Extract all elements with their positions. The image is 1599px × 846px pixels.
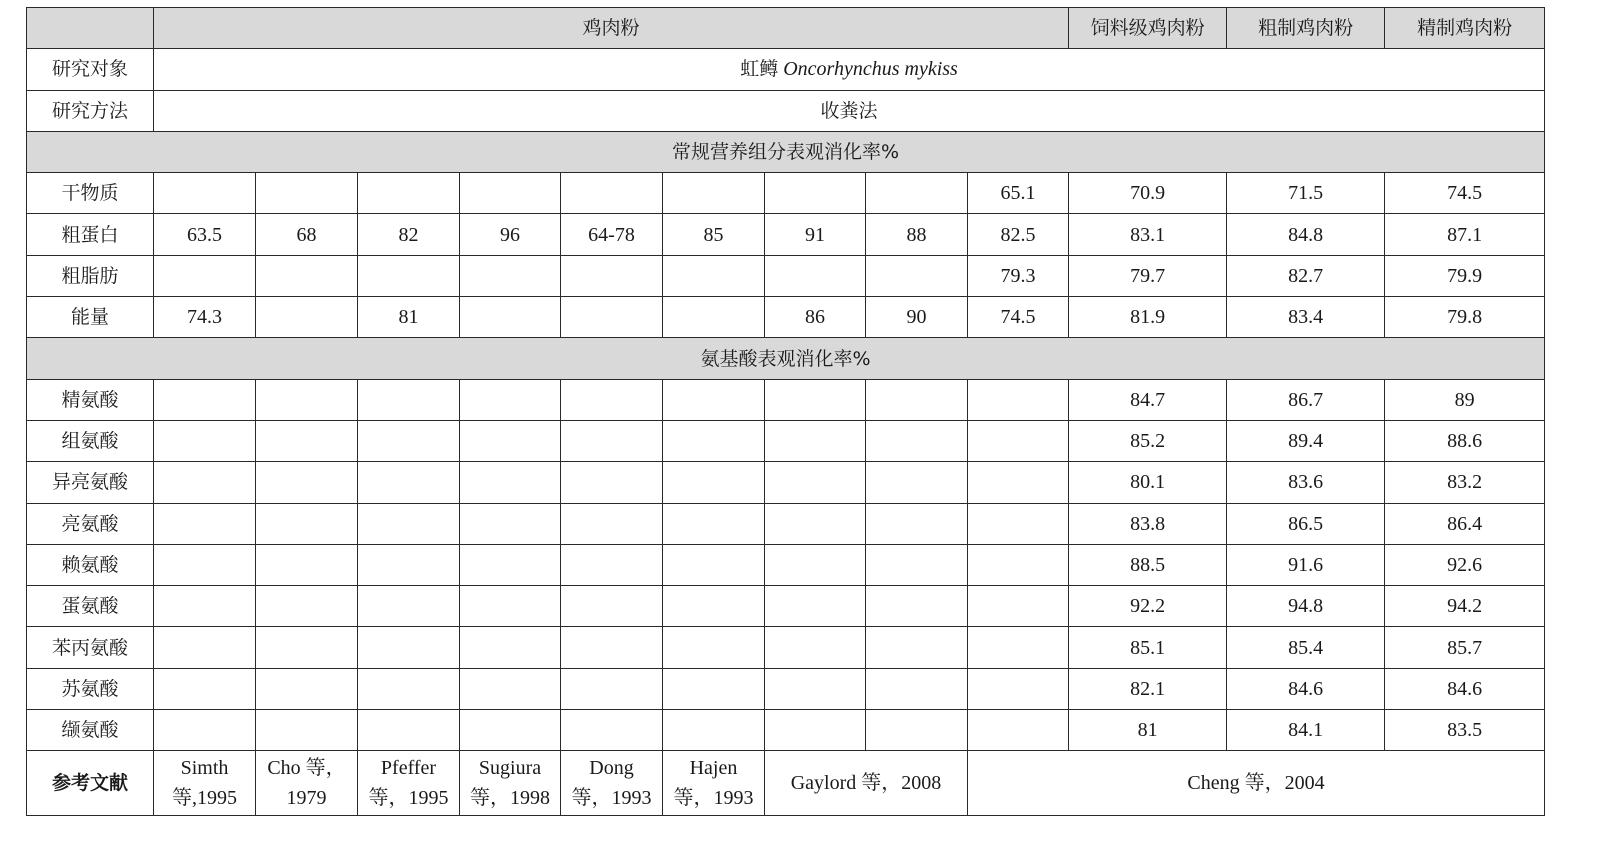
amino-body [27, 379, 1545, 751]
data-cell: 82.1 [1069, 668, 1227, 709]
row-label: 能量 [27, 297, 154, 338]
data-cell [561, 586, 663, 627]
data-cell [765, 668, 866, 709]
reference-cell [358, 751, 460, 816]
data-cell [765, 420, 866, 461]
data-cell [866, 462, 968, 503]
data-cell [358, 379, 460, 420]
references-row [27, 751, 1545, 816]
data-cell: 70.9 [1069, 173, 1227, 214]
data-cell: 90 [866, 297, 968, 338]
table-row [27, 379, 1545, 420]
data-cell [358, 462, 460, 503]
data-cell: 68 [256, 214, 358, 255]
data-cell [866, 544, 968, 585]
data-cell: 81 [358, 297, 460, 338]
row-label: 亮氨酸 [27, 503, 154, 544]
data-cell [460, 544, 561, 585]
data-cell [968, 586, 1069, 627]
data-cell [256, 462, 358, 503]
data-cell [765, 627, 866, 668]
data-cell: 85 [663, 214, 765, 255]
data-cell [663, 420, 765, 461]
data-cell [154, 462, 256, 503]
table-row [27, 503, 1545, 544]
data-cell: 84.1 [1227, 710, 1385, 751]
row-label: 组氨酸 [27, 420, 154, 461]
data-cell: 88.6 [1385, 420, 1545, 461]
data-cell: 84.6 [1227, 668, 1385, 709]
data-cell [866, 255, 968, 296]
data-cell: 82.7 [1227, 255, 1385, 296]
data-cell: 74.5 [968, 297, 1069, 338]
data-cell [968, 710, 1069, 751]
data-cell [663, 379, 765, 420]
row-label: 粗蛋白 [27, 214, 154, 255]
data-cell: 79.7 [1069, 255, 1227, 296]
references-label: 参考文献 [27, 751, 154, 816]
data-cell: 81 [1069, 710, 1227, 751]
data-cell: 65.1 [968, 173, 1069, 214]
data-cell [154, 420, 256, 461]
data-cell [968, 627, 1069, 668]
data-cell [968, 544, 1069, 585]
data-cell: 71.5 [1227, 173, 1385, 214]
reference-line1: Cho 等， [267, 757, 346, 780]
data-cell [968, 503, 1069, 544]
data-cell [765, 462, 866, 503]
data-cell: 84.6 [1385, 668, 1545, 709]
table-row [27, 627, 1545, 668]
data-cell [561, 173, 663, 214]
data-cell [460, 627, 561, 668]
data-cell: 79.8 [1385, 297, 1545, 338]
data-cell [663, 462, 765, 503]
data-cell [358, 173, 460, 214]
data-cell [866, 379, 968, 420]
data-cell [460, 586, 561, 627]
reference-cell [561, 751, 663, 816]
reference-line1: Dong [589, 757, 634, 780]
row-label: 蛋氨酸 [27, 586, 154, 627]
data-cell: 92.6 [1385, 544, 1545, 585]
data-cell: 81.9 [1069, 297, 1227, 338]
data-cell [663, 586, 765, 627]
data-cell: 80.1 [1069, 462, 1227, 503]
data-cell: 89.4 [1227, 420, 1385, 461]
data-cell: 96 [460, 214, 561, 255]
data-cell [968, 379, 1069, 420]
study-object-label: 研究对象 [27, 49, 154, 90]
reference-line2: 等,1995 [172, 787, 237, 810]
row-label: 粗脂肪 [27, 255, 154, 296]
data-cell: 85.7 [1385, 627, 1545, 668]
data-cell [154, 627, 256, 668]
data-cell [561, 503, 663, 544]
data-cell [256, 503, 358, 544]
data-cell [561, 544, 663, 585]
data-cell [460, 173, 561, 214]
data-cell [561, 420, 663, 461]
data-cell: 64-78 [561, 214, 663, 255]
table-row [27, 544, 1545, 585]
data-cell [663, 503, 765, 544]
table-row [27, 255, 1545, 296]
data-cell [256, 420, 358, 461]
data-cell [561, 297, 663, 338]
reference-line2: 等，1998 [470, 787, 550, 810]
data-cell [256, 710, 358, 751]
data-cell [358, 668, 460, 709]
data-cell [968, 420, 1069, 461]
data-cell: 82 [358, 214, 460, 255]
data-cell: 83.1 [1069, 214, 1227, 255]
row-label: 精氨酸 [27, 379, 154, 420]
reference-cheng: Cheng 等，2004 [968, 751, 1545, 816]
data-cell: 83.8 [1069, 503, 1227, 544]
data-cell: 86.5 [1227, 503, 1385, 544]
data-cell [561, 627, 663, 668]
reference-cell [460, 751, 561, 816]
data-cell: 85.4 [1227, 627, 1385, 668]
data-cell [663, 255, 765, 296]
reference-cell [256, 751, 358, 816]
data-cell [358, 503, 460, 544]
data-cell [765, 379, 866, 420]
data-cell [460, 255, 561, 296]
data-cell [765, 544, 866, 585]
reference-line1: Hajen [689, 757, 738, 780]
data-cell [765, 503, 866, 544]
reference-line2: 等，1995 [368, 787, 449, 810]
data-cell [358, 420, 460, 461]
header-refined: 精制鸡肉粉 [1385, 8, 1545, 49]
data-cell: 91 [765, 214, 866, 255]
reference-line1: Simth [180, 757, 229, 780]
data-cell [154, 503, 256, 544]
data-cell [154, 173, 256, 214]
study-method-label: 研究方法 [27, 90, 154, 131]
data-cell [561, 255, 663, 296]
data-cell [154, 379, 256, 420]
data-cell: 94.2 [1385, 586, 1545, 627]
data-cell [256, 668, 358, 709]
data-cell [256, 627, 358, 668]
row-label: 赖氨酸 [27, 544, 154, 585]
data-cell [256, 255, 358, 296]
reference-cell [154, 751, 256, 816]
data-cell [154, 586, 256, 627]
header-crude: 粗制鸡肉粉 [1227, 8, 1385, 49]
section-amino-row [27, 338, 1545, 379]
data-cell: 87.1 [1385, 214, 1545, 255]
data-cell [154, 255, 256, 296]
data-cell [561, 710, 663, 751]
reference-gaylord: Gaylord 等，2008 [765, 751, 968, 816]
section-amino-title: 氨基酸表观消化率% [27, 338, 1545, 379]
row-label: 异亮氨酸 [27, 462, 154, 503]
data-cell: 79.9 [1385, 255, 1545, 296]
section-nutrients-title: 常规营养组分表观消化率% [27, 131, 1545, 172]
data-cell [663, 297, 765, 338]
data-cell [663, 544, 765, 585]
header-group-label: 鸡肉粉 [154, 8, 1069, 49]
data-cell [663, 668, 765, 709]
data-cell: 86.7 [1227, 379, 1385, 420]
data-cell: 86.4 [1385, 503, 1545, 544]
data-cell [663, 173, 765, 214]
data-cell [358, 710, 460, 751]
data-cell [358, 544, 460, 585]
data-cell: 83.5 [1385, 710, 1545, 751]
data-cell [866, 173, 968, 214]
data-cell [154, 710, 256, 751]
study-object-value [154, 49, 1545, 90]
data-cell: 86 [765, 297, 866, 338]
table-row [27, 214, 1545, 255]
row-label: 苯丙氨酸 [27, 627, 154, 668]
data-cell: 89 [1385, 379, 1545, 420]
reference-line1: Sugiura [478, 757, 542, 780]
reference-line2: 等，1993 [571, 787, 652, 810]
data-cell [256, 379, 358, 420]
data-cell: 83.4 [1227, 297, 1385, 338]
data-cell [256, 297, 358, 338]
data-cell [561, 462, 663, 503]
table-row [27, 420, 1545, 461]
table-row [27, 668, 1545, 709]
data-cell: 85.1 [1069, 627, 1227, 668]
reference-line2: 1979 [286, 787, 327, 810]
data-cell: 85.2 [1069, 420, 1227, 461]
table-row [27, 173, 1545, 214]
data-cell: 74.5 [1385, 173, 1545, 214]
data-cell [460, 462, 561, 503]
data-cell [561, 668, 663, 709]
data-cell: 94.8 [1227, 586, 1385, 627]
data-cell [968, 462, 1069, 503]
data-cell [460, 297, 561, 338]
data-cell: 74.3 [154, 297, 256, 338]
study-method-value: 收粪法 [154, 90, 1545, 131]
data-cell [866, 668, 968, 709]
reference-line1: Pfeffer [380, 757, 437, 780]
data-cell [765, 255, 866, 296]
digestibility-table [26, 7, 1545, 816]
row-label: 苏氨酸 [27, 668, 154, 709]
data-cell [256, 544, 358, 585]
table-row [27, 710, 1545, 751]
data-cell [866, 627, 968, 668]
data-cell: 88.5 [1069, 544, 1227, 585]
data-cell [154, 544, 256, 585]
data-cell: 84.8 [1227, 214, 1385, 255]
data-cell: 82.5 [968, 214, 1069, 255]
header-corner [27, 8, 154, 49]
data-cell [866, 503, 968, 544]
data-cell: 88 [866, 214, 968, 255]
reference-cell [663, 751, 765, 816]
data-cell: 92.2 [1069, 586, 1227, 627]
data-cell: 91.6 [1227, 544, 1385, 585]
data-cell [765, 173, 866, 214]
data-cell [460, 503, 561, 544]
table-row [27, 586, 1545, 627]
data-cell [256, 173, 358, 214]
data-cell: 63.5 [154, 214, 256, 255]
study-method-row [27, 90, 1545, 131]
table-row [27, 462, 1545, 503]
data-cell: 83.6 [1227, 462, 1385, 503]
data-cell [256, 586, 358, 627]
row-label: 缬氨酸 [27, 710, 154, 751]
data-cell [358, 255, 460, 296]
data-cell [154, 668, 256, 709]
data-cell [866, 586, 968, 627]
data-cell [663, 710, 765, 751]
study-object-cn: 虹鳟 [740, 58, 779, 81]
data-cell [968, 668, 1069, 709]
nutrients-body [27, 173, 1545, 338]
data-cell: 83.2 [1385, 462, 1545, 503]
header-feed-grade: 饲料级鸡肉粉 [1069, 8, 1227, 49]
data-cell [460, 710, 561, 751]
row-label: 干物质 [27, 173, 154, 214]
table-row [27, 297, 1545, 338]
header-row [27, 8, 1545, 49]
reference-line2: 等，1993 [673, 787, 754, 810]
study-object-latin: Oncorhynchus mykiss [783, 58, 958, 81]
data-cell [663, 627, 765, 668]
data-cell [765, 586, 866, 627]
data-cell [460, 379, 561, 420]
data-cell [358, 586, 460, 627]
section-nutrients-row [27, 131, 1545, 172]
data-cell [866, 710, 968, 751]
data-cell [866, 420, 968, 461]
data-cell: 84.7 [1069, 379, 1227, 420]
study-object-row [27, 49, 1545, 90]
data-cell [460, 420, 561, 461]
data-cell [358, 627, 460, 668]
data-cell [561, 379, 663, 420]
data-cell [765, 710, 866, 751]
data-cell: 79.3 [968, 255, 1069, 296]
data-cell [460, 668, 561, 709]
